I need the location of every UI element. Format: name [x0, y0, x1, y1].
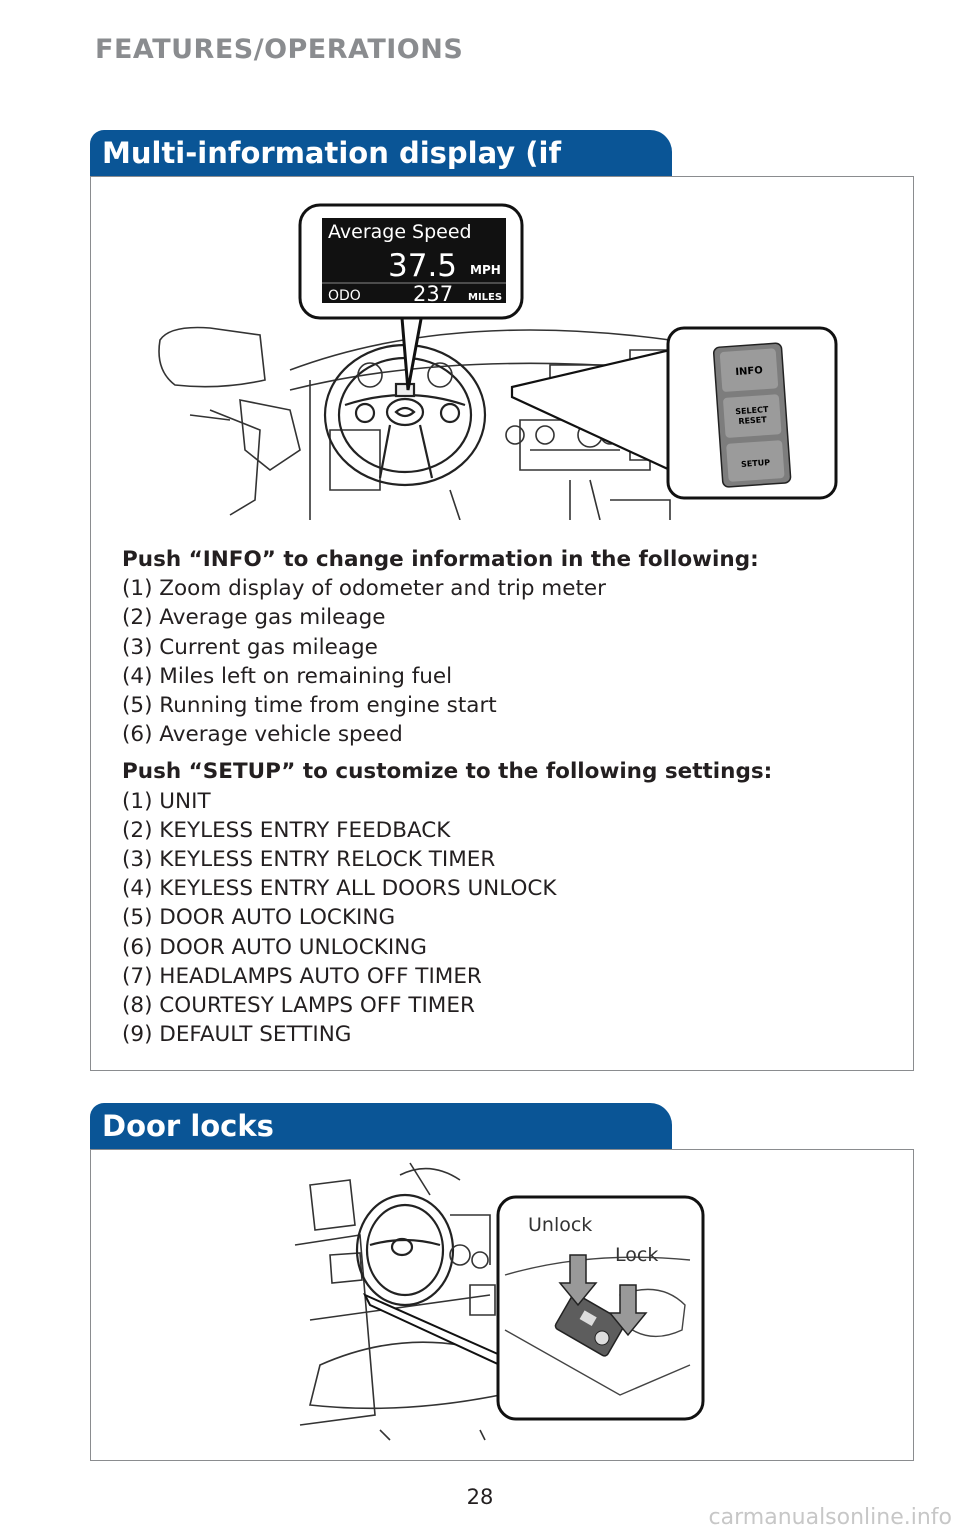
mirror-shape [159, 328, 265, 387]
info-item: (4) Miles left on remaining fuel [122, 663, 453, 689]
steering-switch-panel [668, 328, 836, 498]
display-odo-unit: MILES [468, 292, 503, 303]
lock-switch-zoom [498, 1197, 703, 1419]
mid-instructions [122, 545, 882, 1049]
display-odo-label: ODO [328, 288, 361, 304]
display-value: 37.5 [388, 248, 458, 284]
display-odo-value: 237 [413, 282, 454, 306]
display-unit: MPH [470, 263, 501, 277]
info-item: (6) Average vehicle speed [122, 722, 403, 748]
info-button-label: INFO [735, 365, 764, 379]
info-heading: Push “INFO” to change information in the following: [122, 547, 759, 572]
setup-item: (2) KEYLESS ENTRY FEEDBACK [122, 817, 451, 843]
setup-item: (9) DEFAULT SETTING [122, 1022, 352, 1048]
setup-item: (5) DOOR AUTO LOCKING [122, 905, 396, 931]
door-locks-illustration [290, 1155, 710, 1445]
section-label: FEATURES/OPERATIONS [95, 34, 464, 65]
door-steering-wheel [357, 1195, 453, 1305]
door-locks-title: Door locks [90, 1103, 672, 1149]
setup-item: (1) UNIT [122, 788, 211, 814]
setup-heading: Push “SETUP” to customize to the following settings: [122, 759, 773, 785]
multi-info-screen [300, 205, 522, 318]
reset-button-label: RESET [738, 415, 767, 427]
setup-item: (3) KEYLESS ENTRY RELOCK TIMER [122, 847, 496, 873]
info-item: (2) Average gas mileage [122, 605, 386, 631]
door-mirror-shape [310, 1180, 355, 1230]
info-item: (5) Running time from engine start [122, 693, 497, 719]
info-item: (1) Zoom display of odometer and trip meter [122, 576, 606, 602]
setup-item: (8) COURTESY LAMPS OFF TIMER [122, 993, 475, 1019]
mid-section-title: Multi-information display (if equipped) [90, 130, 672, 176]
watermark: carmanualsonline.info [708, 1505, 952, 1530]
unlock-label: Unlock [528, 1214, 593, 1236]
lock-label: Lock [615, 1244, 659, 1266]
info-item: (3) Current gas mileage [122, 634, 378, 660]
display-mode: Average Speed [328, 221, 472, 243]
setup-item: (6) DOOR AUTO UNLOCKING [122, 934, 427, 960]
setup-item: (7) HEADLAMPS AUTO OFF TIMER [122, 963, 482, 989]
page-number: 28 [466, 1485, 494, 1509]
switch-callout-pointer [512, 350, 670, 470]
setup-item: (4) KEYLESS ENTRY ALL DOORS UNLOCK [122, 876, 557, 902]
select-button-label: SELECT [734, 404, 769, 417]
setup-button-label: SETUP [740, 457, 771, 469]
dashboard-illustration [150, 200, 850, 520]
